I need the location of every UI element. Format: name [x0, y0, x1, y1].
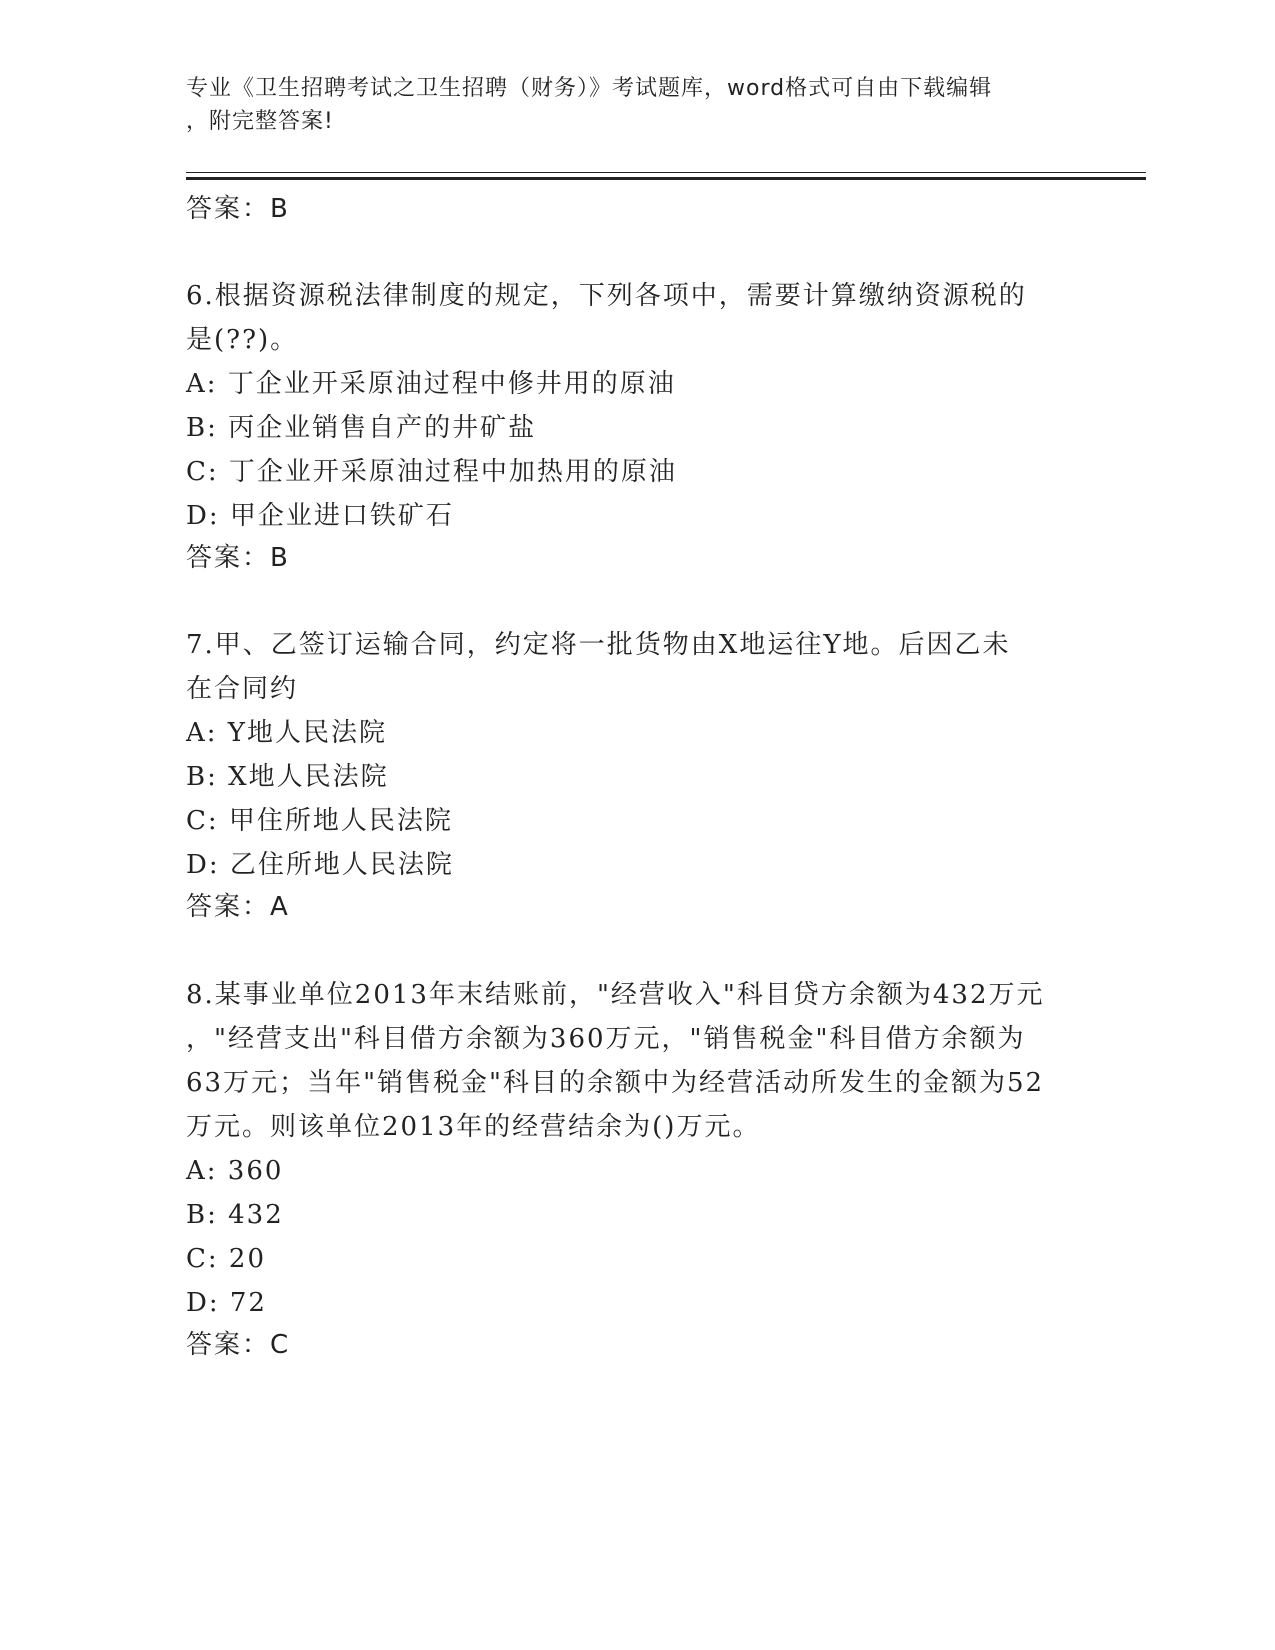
q6-answer: 答案：B — [186, 543, 290, 573]
header-rule-thick — [186, 177, 1146, 180]
q6-stem-line-1: 6.根据资源税法律制度的规定，下列各项中，需要计算缴纳资源税的 — [186, 281, 1027, 311]
q6-option-d: D: 甲企业进口铁矿石 — [186, 501, 454, 531]
header-line-1: 专业《卫生招聘考试之卫生招聘（财务）》考试题库，word格式可自由下载编辑 — [186, 76, 993, 101]
q8-option-d: D: 72 — [186, 1288, 267, 1318]
q8-option-a: A: 360 — [186, 1156, 284, 1186]
header-rule-thin — [186, 172, 1146, 173]
q8-stem-line-4: 万元。则该单位2013年的经营结余为()万元。 — [186, 1112, 761, 1142]
q7-option-d: D: 乙住所地人民法院 — [186, 850, 454, 880]
q7-option-a: A: Y地人民法院 — [186, 718, 387, 748]
q6-option-a: A: 丁企业开采原油过程中修井用的原油 — [186, 369, 676, 399]
q8-stem-line-2: ，"经营支出"科目借方余额为360万元，"销售税金"科目借方余额为 — [186, 1024, 1026, 1054]
q7-option-b: B: X地人民法院 — [186, 762, 389, 792]
document-header — [186, 72, 1066, 138]
q7-answer: 答案：A — [186, 892, 290, 922]
q8-option-c: C: 20 — [186, 1244, 267, 1274]
header-line-2: ，附完整答案! — [186, 109, 334, 134]
q7-stem-line-1: 7.甲、乙签订运输合同，约定将一批货物由X地运往Y地。后因乙未 — [186, 630, 1011, 660]
q8-stem-line-1: 8.某事业单位2013年末结账前，"经营收入"科目贷方余额为432万元 — [186, 980, 1045, 1010]
q8-option-b: B: 432 — [186, 1200, 284, 1230]
q8-answer: 答案：C — [186, 1330, 291, 1360]
q6-option-b: B: 丙企业销售自产的井矿盐 — [186, 413, 537, 443]
q6-stem-line-2: 是(??)。 — [186, 325, 299, 355]
q6-option-c: C: 丁企业开采原油过程中加热用的原油 — [186, 457, 677, 487]
top-answer: 答案：B — [186, 194, 290, 224]
q8-stem-line-3: 63万元；当年"销售税金"科目的余额中为经营活动所发生的金额为52 — [186, 1068, 1045, 1098]
q7-stem-line-2: 在合同约 — [186, 674, 299, 704]
q7-option-c: C: 甲住所地人民法院 — [186, 806, 453, 836]
